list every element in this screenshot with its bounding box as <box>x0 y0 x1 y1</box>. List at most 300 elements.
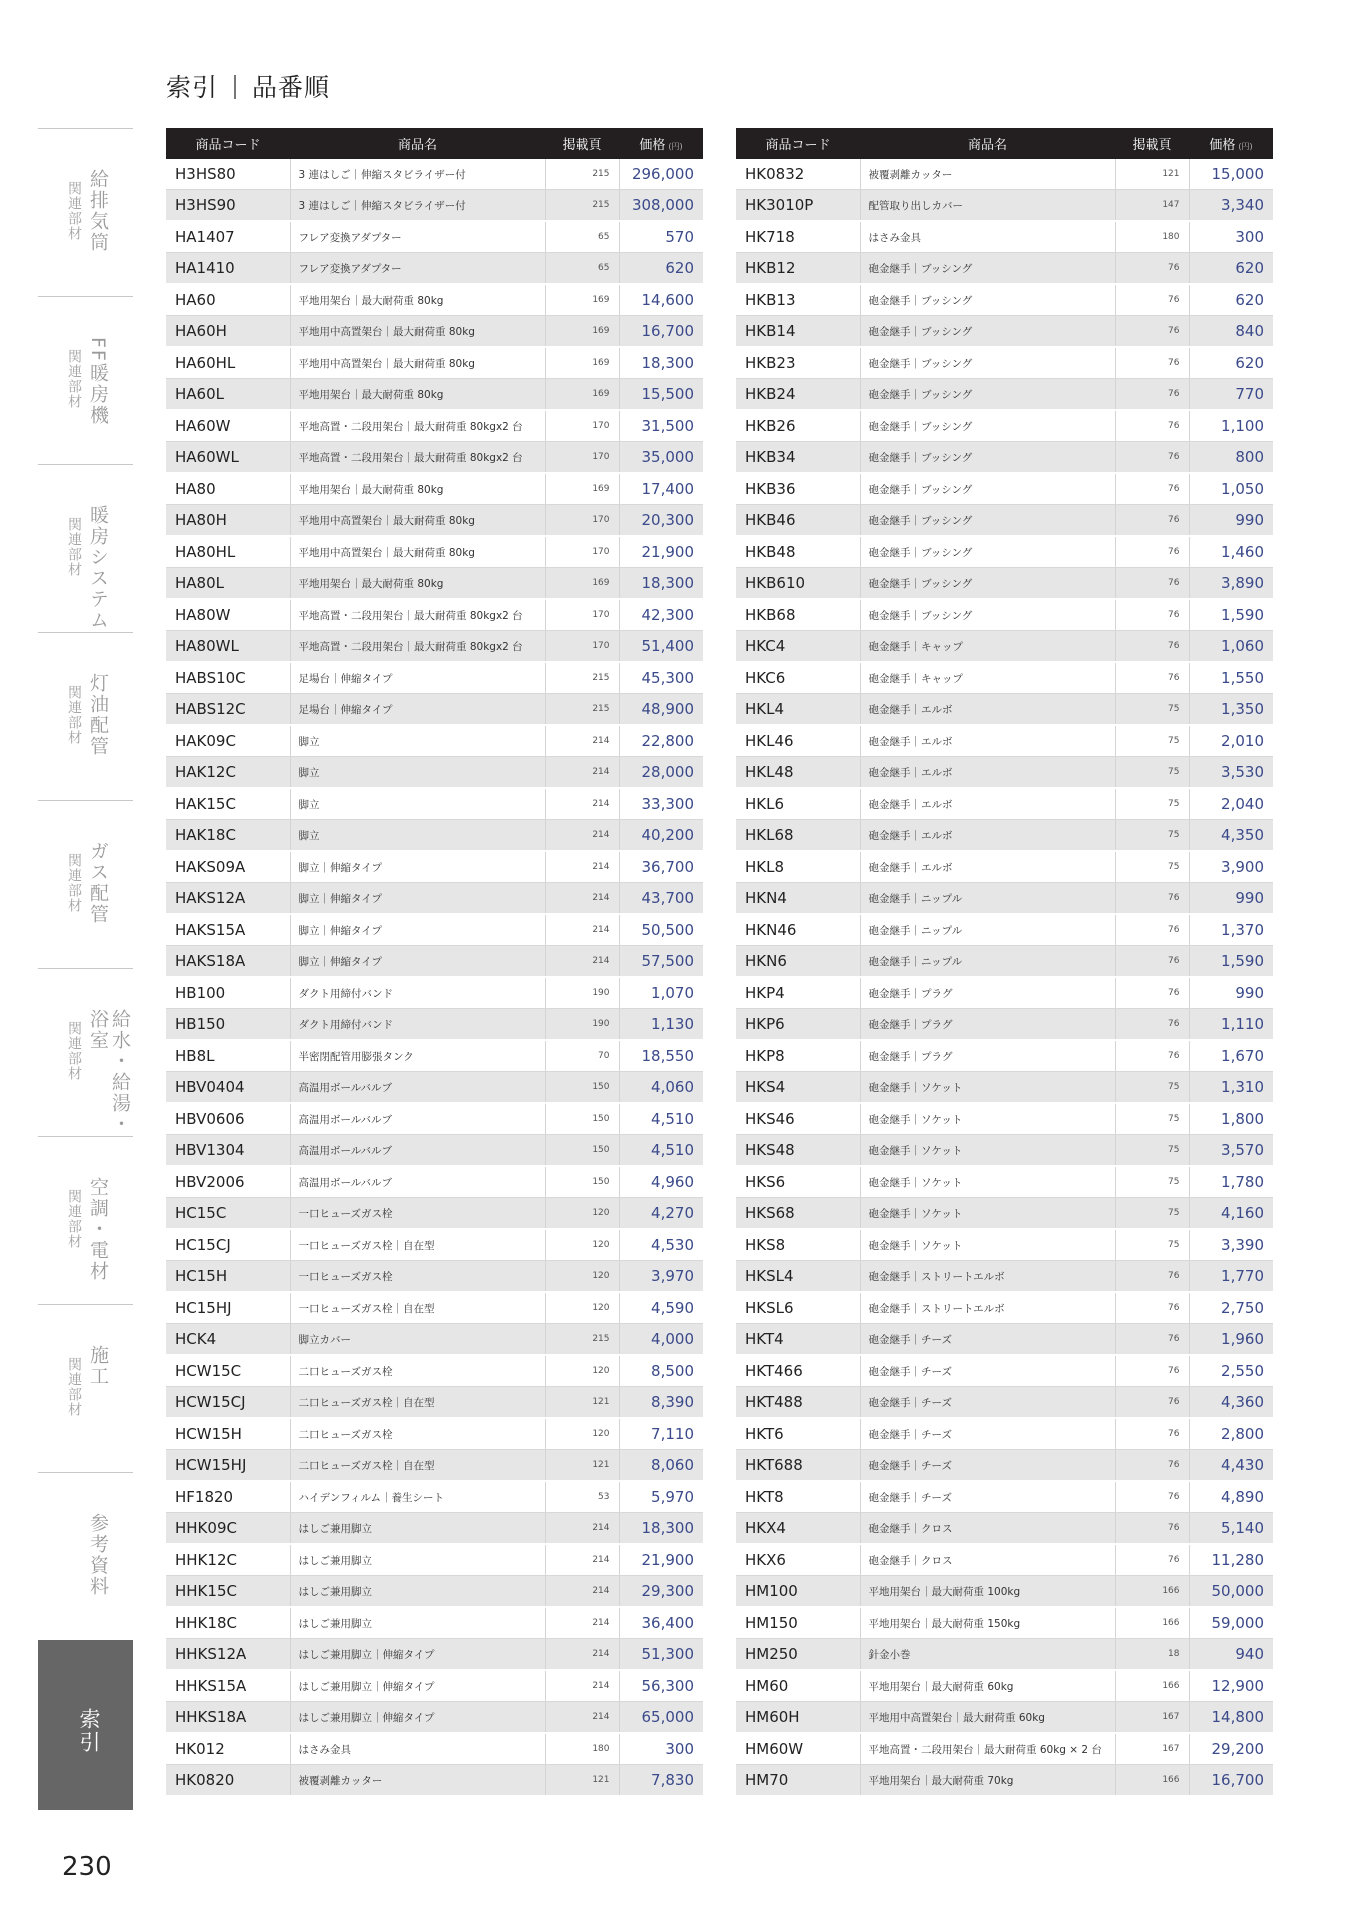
product-name: 砲金継手｜ブッシング <box>860 568 1115 600</box>
product-price: 50,500 <box>619 914 703 946</box>
product-price: 2,800 <box>1189 1418 1273 1450</box>
catalog-page: 65 <box>545 221 619 253</box>
product-price: 2,550 <box>1189 1355 1273 1387</box>
table-row <box>736 599 1273 631</box>
catalog-page: 170 <box>545 599 619 631</box>
catalog-page: 170 <box>545 631 619 663</box>
table-row <box>736 473 1273 505</box>
catalog-page: 170 <box>545 410 619 442</box>
product-price: 51,400 <box>619 631 703 663</box>
product-price: 620 <box>1189 253 1273 285</box>
product-price: 3,570 <box>1189 1135 1273 1167</box>
product-price: 29,200 <box>1189 1733 1273 1765</box>
catalog-page: 214 <box>545 1513 619 1545</box>
product-name: 砲金継手｜クロス <box>860 1513 1115 1545</box>
table-row <box>166 1355 703 1387</box>
catalog-page: 121 <box>1115 159 1189 190</box>
product-price: 8,060 <box>619 1450 703 1482</box>
sidebar-section-subtitle: 関連部材 <box>66 517 82 577</box>
table-row <box>166 1072 703 1104</box>
product-code: HKT688 <box>736 1450 860 1482</box>
catalog-page: 76 <box>1115 1513 1189 1545</box>
product-code: HKT488 <box>736 1387 860 1419</box>
header-price <box>1189 128 1273 159</box>
product-price: 570 <box>619 221 703 253</box>
product-code: H3HS90 <box>166 190 290 222</box>
table-row <box>166 1166 703 1198</box>
product-code: HA60H <box>166 316 290 348</box>
catalog-page: 121 <box>545 1765 619 1797</box>
product-price: 770 <box>1189 379 1273 411</box>
catalog-page: 214 <box>545 1576 619 1608</box>
product-code: HM60H <box>736 1702 860 1734</box>
catalog-page: 120 <box>545 1355 619 1387</box>
product-name: 平地高置・二段用架台｜最大耐荷重 80kgx2 台 <box>290 442 545 474</box>
product-code: HAK09C <box>166 725 290 757</box>
table-row <box>166 1765 703 1797</box>
product-name: 高温用ボールバルブ <box>290 1166 545 1198</box>
product-code: HAK18C <box>166 820 290 852</box>
table-row <box>166 568 703 600</box>
product-price: 15,500 <box>619 379 703 411</box>
product-price: 43,700 <box>619 883 703 915</box>
catalog-page: 53 <box>545 1481 619 1513</box>
catalog-page: 70 <box>545 1040 619 1072</box>
product-price: 4,590 <box>619 1292 703 1324</box>
product-code: HKT8 <box>736 1481 860 1513</box>
product-code: HA80H <box>166 505 290 537</box>
catalog-page: 76 <box>1115 662 1189 694</box>
table-row <box>736 1418 1273 1450</box>
catalog-page: 76 <box>1115 1450 1189 1482</box>
product-price: 2,750 <box>1189 1292 1273 1324</box>
product-price: 990 <box>1189 505 1273 537</box>
product-code: HA80 <box>166 473 290 505</box>
product-price: 3,900 <box>1189 851 1273 883</box>
table-row <box>736 1544 1273 1576</box>
product-name: 砲金継手｜ストリートエルボ <box>860 1292 1115 1324</box>
product-price: 620 <box>1189 284 1273 316</box>
product-code: HABS10C <box>166 662 290 694</box>
table-row <box>736 505 1273 537</box>
product-name: フレア変換アダプター <box>290 221 545 253</box>
table-row <box>736 977 1273 1009</box>
product-name: 配管取り出しカバー <box>860 190 1115 222</box>
catalog-page: 190 <box>545 1009 619 1041</box>
catalog-page: 214 <box>545 820 619 852</box>
product-price: 4,350 <box>1189 820 1273 852</box>
catalog-page: 75 <box>1115 694 1189 726</box>
product-name: はしご兼用脚立｜伸縮タイプ <box>290 1702 545 1734</box>
product-price: 36,700 <box>619 851 703 883</box>
product-name: 半密閉配管用膨張タンク <box>290 1040 545 1072</box>
product-name: 砲金継手｜ソケット <box>860 1103 1115 1135</box>
table-row <box>736 914 1273 946</box>
product-price: 8,390 <box>619 1387 703 1419</box>
table-row <box>166 316 703 348</box>
product-code: HKB34 <box>736 442 860 474</box>
product-name: 脚立カバー <box>290 1324 545 1356</box>
catalog-page: 76 <box>1115 914 1189 946</box>
product-price: 21,900 <box>619 536 703 568</box>
table-row <box>166 1135 703 1167</box>
catalog-page: 75 <box>1115 1229 1189 1261</box>
table-row <box>166 505 703 537</box>
product-price: 28,000 <box>619 757 703 789</box>
product-name: 砲金継手｜エルボ <box>860 725 1115 757</box>
sidebar-section-title: 索引 <box>77 1708 101 1754</box>
product-code: HKN46 <box>736 914 860 946</box>
catalog-page: 76 <box>1115 442 1189 474</box>
catalog-page: 170 <box>545 536 619 568</box>
table-row <box>736 1355 1273 1387</box>
product-name: 被覆剥離カッター <box>290 1765 545 1797</box>
catalog-page: 150 <box>545 1135 619 1167</box>
table-row <box>736 1639 1273 1671</box>
table-row <box>166 1733 703 1765</box>
table-row <box>166 473 703 505</box>
catalog-page: 215 <box>545 1324 619 1356</box>
product-name: 砲金継手｜ブッシング <box>860 505 1115 537</box>
catalog-page: 75 <box>1115 757 1189 789</box>
product-name: 脚立｜伸縮タイプ <box>290 883 545 915</box>
product-code: HKP6 <box>736 1009 860 1041</box>
product-code: HBV1304 <box>166 1135 290 1167</box>
product-price: 51,300 <box>619 1639 703 1671</box>
product-price: 4,960 <box>619 1166 703 1198</box>
product-price: 2,040 <box>1189 788 1273 820</box>
catalog-page: 120 <box>545 1198 619 1230</box>
header-price <box>619 128 703 159</box>
table-row <box>166 977 703 1009</box>
product-code: HB150 <box>166 1009 290 1041</box>
product-code: HKP4 <box>736 977 860 1009</box>
catalog-page: 76 <box>1115 473 1189 505</box>
product-code: HKB610 <box>736 568 860 600</box>
sidebar-section-subtitle: 関連部材 <box>66 685 82 745</box>
product-price: 620 <box>619 253 703 285</box>
catalog-page: 76 <box>1115 379 1189 411</box>
product-code: HKT6 <box>736 1418 860 1450</box>
product-name: 砲金継手｜エルボ <box>860 788 1115 820</box>
product-code: HAKS09A <box>166 851 290 883</box>
product-code: HK012 <box>166 1733 290 1765</box>
product-code: HHK12C <box>166 1544 290 1576</box>
header-code: 商品コード <box>736 128 860 159</box>
sidebar-section-6[interactable] <box>38 1136 133 1304</box>
catalog-page: 76 <box>1115 883 1189 915</box>
table-row <box>166 1670 703 1702</box>
product-code: HBV0404 <box>166 1072 290 1104</box>
product-price: 308,000 <box>619 190 703 222</box>
product-code: HKN4 <box>736 883 860 915</box>
catalog-page: 120 <box>545 1261 619 1293</box>
product-name: 3 連はしご｜伸縮スタビライザー付 <box>290 190 545 222</box>
product-price: 7,110 <box>619 1418 703 1450</box>
product-code: HA60HL <box>166 347 290 379</box>
product-price: 1,960 <box>1189 1324 1273 1356</box>
product-code: HCW15CJ <box>166 1387 290 1419</box>
product-name: 砲金継手｜ブッシング <box>860 599 1115 631</box>
catalog-page: 121 <box>545 1450 619 1482</box>
product-name: 平地高置・二段用架台｜最大耐荷重 60kg × 2 台 <box>860 1733 1115 1765</box>
product-code: HM250 <box>736 1639 860 1671</box>
product-code: HAK15C <box>166 788 290 820</box>
title-separator <box>234 75 236 99</box>
catalog-page: 166 <box>1115 1765 1189 1797</box>
product-price: 16,700 <box>1189 1765 1273 1797</box>
catalog-page: 76 <box>1115 1418 1189 1450</box>
catalog-page: 169 <box>545 347 619 379</box>
page-title-sub: 品番順 <box>252 73 331 102</box>
sidebar-section-4[interactable] <box>38 800 133 968</box>
product-name: はしご兼用脚立 <box>290 1513 545 1545</box>
catalog-page: 214 <box>545 946 619 978</box>
product-price: 4,360 <box>1189 1387 1273 1419</box>
product-price: 20,300 <box>619 505 703 537</box>
sidebar-section-7[interactable] <box>38 1304 133 1472</box>
product-code: HM60 <box>736 1670 860 1702</box>
product-price: 3,530 <box>1189 757 1273 789</box>
product-code: HA80HL <box>166 536 290 568</box>
product-name: 砲金継手｜キャップ <box>860 631 1115 663</box>
sidebar-section-5[interactable] <box>38 968 133 1136</box>
product-code: HC15CJ <box>166 1229 290 1261</box>
product-name: 脚立 <box>290 757 545 789</box>
catalog-page: 76 <box>1115 977 1189 1009</box>
product-price: 1,590 <box>1189 599 1273 631</box>
product-price: 940 <box>1189 1639 1273 1671</box>
product-name: 砲金継手｜ブッシング <box>860 442 1115 474</box>
product-code: HF1820 <box>166 1481 290 1513</box>
index-table-right <box>736 128 1273 1797</box>
product-code: HC15HJ <box>166 1292 290 1324</box>
table-row <box>736 1387 1273 1419</box>
table-row <box>736 1198 1273 1230</box>
product-code: HAKS12A <box>166 883 290 915</box>
table-row <box>736 1450 1273 1482</box>
catalog-page: 214 <box>545 914 619 946</box>
product-code: HKS46 <box>736 1103 860 1135</box>
product-name: 平地用架台｜最大耐荷重 100kg <box>860 1576 1115 1608</box>
product-code: HBV2006 <box>166 1166 290 1198</box>
table-row <box>166 1607 703 1639</box>
product-name: 高温用ボールバルブ <box>290 1103 545 1135</box>
catalog-page: 150 <box>545 1072 619 1104</box>
product-code: HKS48 <box>736 1135 860 1167</box>
table-row <box>736 1765 1273 1797</box>
product-code: HA80L <box>166 568 290 600</box>
sidebar-section-2[interactable] <box>38 464 133 632</box>
product-price: 4,510 <box>619 1103 703 1135</box>
product-code: HKL46 <box>736 725 860 757</box>
catalog-page: 180 <box>1115 221 1189 253</box>
product-code: HKB26 <box>736 410 860 442</box>
product-name: 二口ヒューズガス栓｜自在型 <box>290 1387 545 1419</box>
product-name: フレア変換アダプター <box>290 253 545 285</box>
sidebar-section-title: 給水・給湯・浴室 <box>87 1009 131 1135</box>
product-price: 300 <box>619 1733 703 1765</box>
product-price: 65,000 <box>619 1702 703 1734</box>
table-row <box>736 788 1273 820</box>
catalog-page: 190 <box>545 977 619 1009</box>
product-name: 砲金継手｜チーズ <box>860 1481 1115 1513</box>
sidebar-section-title: 参考資料 <box>87 1513 109 1597</box>
table-row <box>736 694 1273 726</box>
product-code: HM100 <box>736 1576 860 1608</box>
page-number: 230 <box>62 1852 112 1882</box>
product-name: 砲金継手｜ニップル <box>860 883 1115 915</box>
table-row <box>736 253 1273 285</box>
sidebar-section-title: 暖房システム <box>87 505 109 631</box>
sidebar-section-9[interactable] <box>38 1640 133 1810</box>
product-code: HKL68 <box>736 820 860 852</box>
catalog-page: 214 <box>545 1639 619 1671</box>
table-row <box>166 1481 703 1513</box>
catalog-page: 214 <box>545 725 619 757</box>
table-row <box>736 159 1273 190</box>
product-code: HKB12 <box>736 253 860 285</box>
product-price: 29,300 <box>619 1576 703 1608</box>
table-row <box>166 1544 703 1576</box>
table-row <box>736 1702 1273 1734</box>
table-row <box>166 757 703 789</box>
product-code: HKC4 <box>736 631 860 663</box>
product-code: HK3010P <box>736 190 860 222</box>
catalog-page: 170 <box>545 505 619 537</box>
product-price: 3,970 <box>619 1261 703 1293</box>
sidebar-section-1[interactable] <box>38 296 133 464</box>
table-row <box>166 1702 703 1734</box>
catalog-page: 18 <box>1115 1639 1189 1671</box>
product-name: 脚立｜伸縮タイプ <box>290 851 545 883</box>
table-row <box>166 662 703 694</box>
product-name: 砲金継手｜プラグ <box>860 977 1115 1009</box>
table-row <box>166 347 703 379</box>
table-row <box>166 442 703 474</box>
product-code: HK0820 <box>166 1765 290 1797</box>
product-code: HHK15C <box>166 1576 290 1608</box>
table-row <box>166 1103 703 1135</box>
table-header-row <box>736 128 1273 159</box>
product-code: HA60WL <box>166 442 290 474</box>
product-price: 1,550 <box>1189 662 1273 694</box>
product-code: HC15H <box>166 1261 290 1293</box>
sidebar-section-0[interactable] <box>38 128 133 296</box>
catalog-page: 169 <box>545 284 619 316</box>
product-price: 4,060 <box>619 1072 703 1104</box>
product-price: 4,160 <box>1189 1198 1273 1230</box>
table-row <box>736 379 1273 411</box>
product-name: 砲金継手｜ソケット <box>860 1135 1115 1167</box>
product-price: 4,000 <box>619 1324 703 1356</box>
catalog-page: 76 <box>1115 253 1189 285</box>
product-code: HKB23 <box>736 347 860 379</box>
catalog-page: 180 <box>545 1733 619 1765</box>
product-name: はさみ金具 <box>290 1733 545 1765</box>
product-name: 脚立 <box>290 788 545 820</box>
product-code: HKT466 <box>736 1355 860 1387</box>
catalog-page: 76 <box>1115 316 1189 348</box>
product-price: 1,350 <box>1189 694 1273 726</box>
product-price: 36,400 <box>619 1607 703 1639</box>
product-name: 砲金継手｜チーズ <box>860 1355 1115 1387</box>
product-name: 脚立 <box>290 820 545 852</box>
product-price: 5,970 <box>619 1481 703 1513</box>
product-price: 16,700 <box>619 316 703 348</box>
sidebar-section-3[interactable] <box>38 632 133 800</box>
product-code: HKB68 <box>736 599 860 631</box>
product-name: 砲金継手｜エルボ <box>860 694 1115 726</box>
catalog-page: 120 <box>545 1229 619 1261</box>
product-price: 14,800 <box>1189 1702 1273 1734</box>
catalog-page: 166 <box>1115 1670 1189 1702</box>
catalog-page: 76 <box>1115 1355 1189 1387</box>
product-code: HK0832 <box>736 159 860 190</box>
product-code: HKB36 <box>736 473 860 505</box>
table-row <box>736 536 1273 568</box>
table-row <box>166 1040 703 1072</box>
product-price: 56,300 <box>619 1670 703 1702</box>
product-name: 一口ヒューズガス栓｜自在型 <box>290 1229 545 1261</box>
catalog-page: 76 <box>1115 505 1189 537</box>
product-code: HA80W <box>166 599 290 631</box>
product-code: HKC6 <box>736 662 860 694</box>
catalog-page: 75 <box>1115 851 1189 883</box>
table-row <box>736 946 1273 978</box>
product-price: 18,300 <box>619 347 703 379</box>
product-code: HHKS15A <box>166 1670 290 1702</box>
product-code: HHK18C <box>166 1607 290 1639</box>
catalog-page: 214 <box>545 788 619 820</box>
product-price: 1,590 <box>1189 946 1273 978</box>
table-row <box>736 410 1273 442</box>
table-row <box>166 379 703 411</box>
product-name: 高温用ボールバルブ <box>290 1072 545 1104</box>
product-name: はしご兼用脚立 <box>290 1607 545 1639</box>
table-row <box>166 1418 703 1450</box>
table-row <box>736 1576 1273 1608</box>
section-sidebar <box>38 128 133 1810</box>
product-price: 35,000 <box>619 442 703 474</box>
sidebar-section-title: 給排気筒 <box>87 169 109 253</box>
product-code: HABS12C <box>166 694 290 726</box>
table-row <box>736 284 1273 316</box>
catalog-page: 166 <box>1115 1576 1189 1608</box>
product-name: 平地高置・二段用架台｜最大耐荷重 80kgx2 台 <box>290 410 545 442</box>
product-code: HBV0606 <box>166 1103 290 1135</box>
product-code: HKS4 <box>736 1072 860 1104</box>
product-name: 平地用架台｜最大耐荷重 70kg <box>860 1765 1115 1797</box>
table-row <box>166 1229 703 1261</box>
catalog-page: 75 <box>1115 820 1189 852</box>
catalog-page: 215 <box>545 694 619 726</box>
product-price: 4,530 <box>619 1229 703 1261</box>
catalog-page: 76 <box>1115 1009 1189 1041</box>
header-code: 商品コード <box>166 128 290 159</box>
product-name: 砲金継手｜エルボ <box>860 820 1115 852</box>
sidebar-section-8[interactable] <box>38 1472 133 1640</box>
sidebar-section-subtitle: 関連部材 <box>66 1189 82 1249</box>
product-name: 脚立｜伸縮タイプ <box>290 946 545 978</box>
product-price: 1,100 <box>1189 410 1273 442</box>
product-code: HKX6 <box>736 1544 860 1576</box>
product-price: 1,050 <box>1189 473 1273 505</box>
catalog-page: 167 <box>1115 1702 1189 1734</box>
product-name: 二口ヒューズガス栓 <box>290 1355 545 1387</box>
catalog-page: 76 <box>1115 1261 1189 1293</box>
product-code: HHKS18A <box>166 1702 290 1734</box>
